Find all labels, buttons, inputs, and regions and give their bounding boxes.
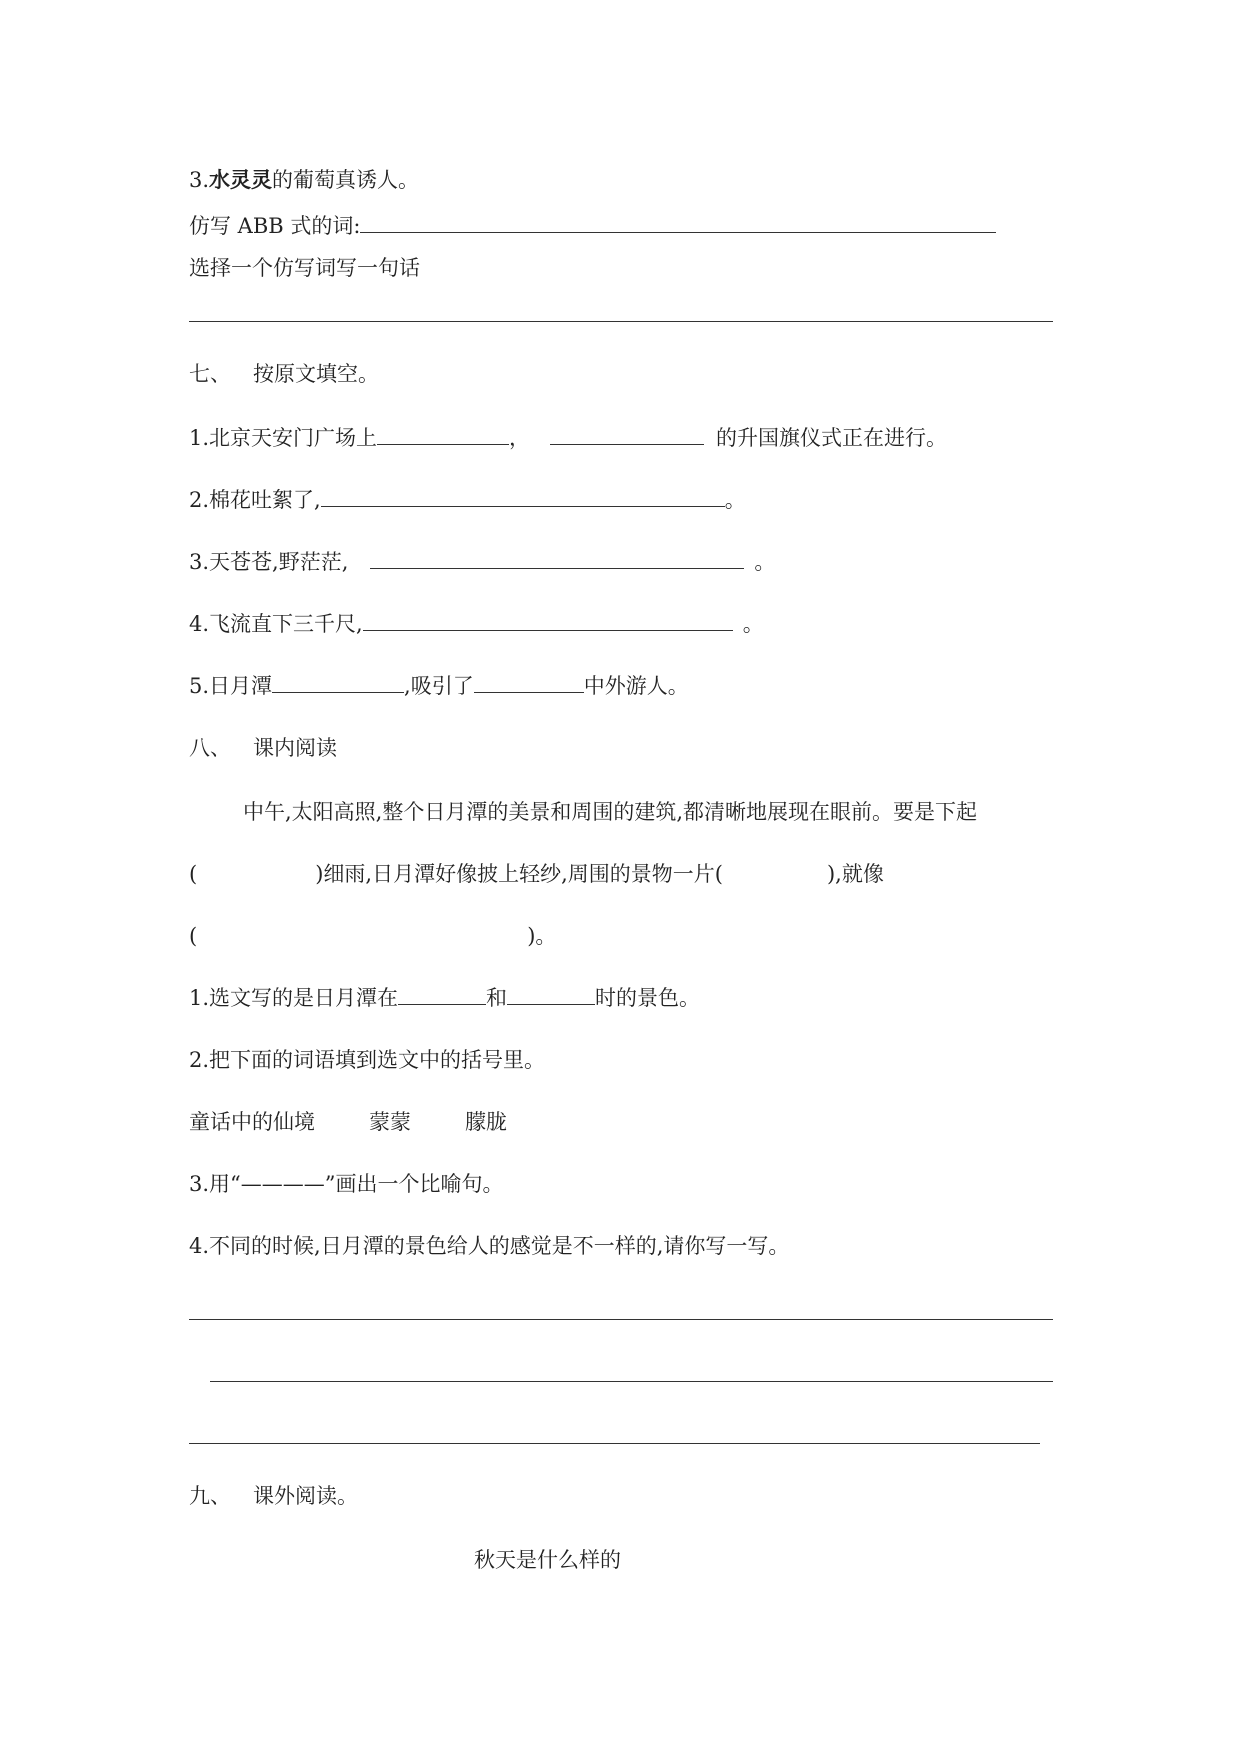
sentence-answer-line[interactable] — [189, 321, 1053, 322]
section8-heading — [189, 734, 337, 762]
s7-item-2-blank[interactable] — [321, 486, 725, 507]
s7-item-5-blank-1[interactable] — [272, 672, 404, 693]
s7-item-4-text: 4.飞流直下三千尺, — [189, 612, 363, 636]
section9-num: 九、 — [189, 1484, 231, 1508]
s7-item-5 — [189, 672, 689, 700]
q3-bold-word: 水灵灵 — [209, 168, 273, 192]
word-bank-item: 蒙蒙 — [369, 1110, 411, 1134]
word-bank — [189, 1108, 507, 1136]
section7-title: 按原文填空。 — [253, 362, 379, 386]
s7-item-5-text: 5.日月潭 — [189, 674, 273, 698]
s8-q1-text: 1.选文写的是日月潭在 — [189, 986, 399, 1010]
section7-num: 七、 — [189, 362, 231, 386]
s7-item-4 — [189, 610, 764, 638]
q3-prefix: 3. — [189, 168, 210, 192]
s7-item-1-comma: ， — [509, 426, 531, 450]
s8-q1-blank-2[interactable] — [507, 984, 595, 1005]
imitate-label: 仿写 ABB 式的词: — [189, 214, 361, 238]
s7-item-3 — [189, 548, 775, 576]
passage-paren-open-3: ( — [189, 924, 198, 948]
section8-num: 八、 — [189, 736, 231, 760]
s8-q1 — [189, 984, 700, 1012]
section9-heading — [189, 1482, 358, 1510]
s8-q3: 3.用“————”画出一个比喻句。 — [189, 1172, 504, 1196]
passage-line-2 — [189, 860, 884, 888]
passage-line-2-end: ),就像 — [826, 862, 884, 886]
section8-title: 课内阅读 — [253, 736, 337, 760]
q3-line — [189, 166, 419, 194]
q3-rest: 的葡萄真诱人。 — [272, 168, 420, 192]
s7-item-5-end: 中外游人。 — [583, 674, 689, 698]
s8-q2: 2.把下面的词语填到选文中的括号里。 — [189, 1048, 546, 1072]
s7-item-4-blank[interactable] — [363, 610, 733, 631]
s8-q1-blank-1[interactable] — [398, 984, 486, 1005]
passage-line-2-mid: )细雨,日月潭好像披上轻纱,周围的景物一片( — [315, 862, 723, 886]
s7-item-3-text: 3.天苍苍,野茫茫, — [189, 550, 349, 574]
s7-item-1-end: 的升国旗仪式正在进行。 — [716, 426, 948, 450]
s8-q1-and: 和 — [486, 986, 508, 1010]
s7-item-3-blank[interactable] — [370, 548, 744, 569]
sentence-label: 选择一个仿写词写一句话 — [189, 256, 420, 280]
s7-item-5-blank-2[interactable] — [474, 672, 584, 693]
s8-q1-end: 时的景色。 — [595, 986, 701, 1010]
reading-title: 秋天是什么样的 — [474, 1548, 621, 1572]
section9-title: 课外阅读。 — [253, 1484, 358, 1508]
passage-line-3-end: )。 — [527, 924, 557, 948]
s7-item-4-end: 。 — [742, 612, 764, 636]
passage-paren-open-1: ( — [189, 862, 198, 886]
s7-item-5-mid: ,吸引了 — [404, 674, 474, 698]
s7-item-2-end: 。 — [724, 488, 746, 512]
word-bank-item: 童话中的仙境 — [189, 1110, 315, 1134]
s7-item-1-blank-1[interactable] — [377, 424, 509, 445]
answer-line-3[interactable] — [189, 1443, 1040, 1444]
s7-item-3-end: 。 — [754, 550, 776, 574]
answer-line-2[interactable] — [210, 1381, 1053, 1382]
imitate-blank[interactable] — [360, 212, 996, 233]
passage-line-1: 中午,太阳高照,整个日月潭的美景和周围的建筑,都清晰地展现在眼前。要是下起 — [243, 800, 978, 824]
imitate-line — [189, 212, 996, 240]
passage-line-3 — [189, 922, 556, 950]
answer-line-1[interactable] — [189, 1319, 1053, 1320]
s8-q4: 4.不同的时候,日月潭的景色给人的感觉是不一样的,请你写一写。 — [189, 1234, 790, 1258]
s7-item-1-blank-2[interactable] — [550, 424, 704, 445]
s7-item-2-text: 2.棉花吐絮了, — [189, 488, 321, 512]
section7-heading — [189, 360, 379, 388]
s7-item-1 — [189, 424, 947, 452]
word-bank-item: 朦胧 — [465, 1110, 507, 1134]
s7-item-1-text: 1.北京天安门广场上 — [189, 426, 378, 450]
s7-item-2 — [189, 486, 746, 514]
